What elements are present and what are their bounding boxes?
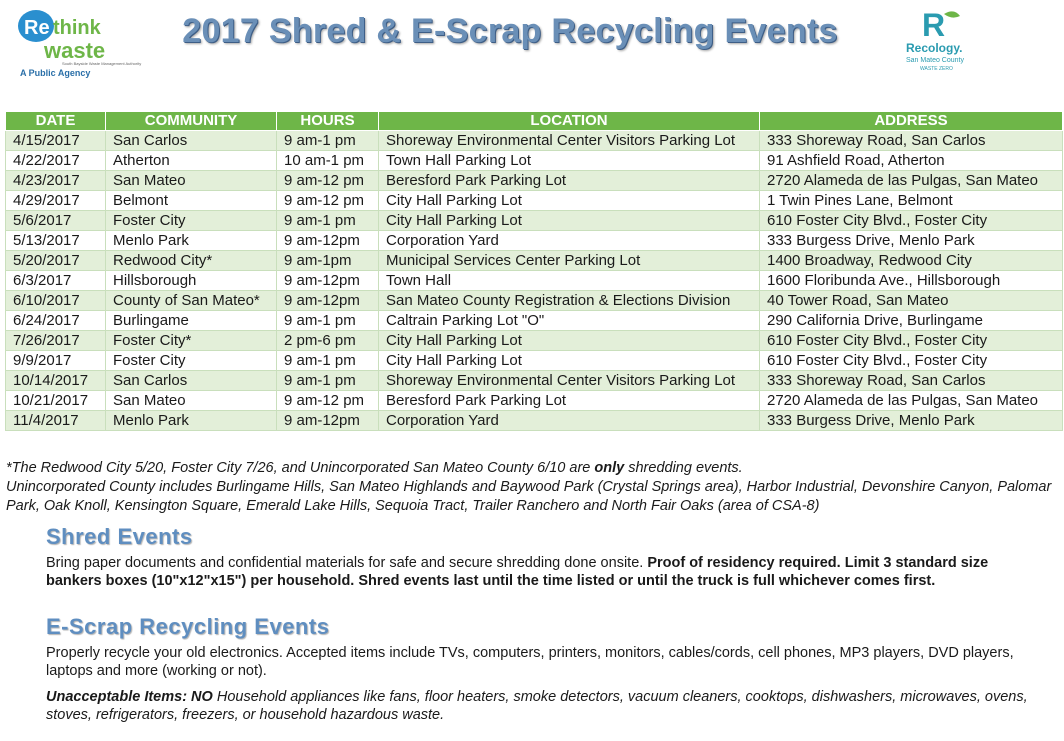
cell-date: 10/21/2017: [6, 391, 106, 411]
cell-community: Belmont: [106, 191, 277, 211]
cell-address: 610 Foster City Blvd., Foster City: [760, 211, 1063, 231]
cell-date: 4/22/2017: [6, 151, 106, 171]
cell-date: 11/4/2017: [6, 411, 106, 431]
events-table: [5, 111, 1063, 431]
recology-name: Recology.: [906, 41, 963, 55]
cell-address: 333 Shoreway Road, San Carlos: [760, 371, 1063, 391]
cell-date: 10/14/2017: [6, 371, 106, 391]
cell-address: 333 Shoreway Road, San Carlos: [760, 131, 1063, 151]
logo-waste-text: waste: [44, 38, 106, 63]
cell-hours: 9 am-12 pm: [277, 391, 379, 411]
cell-address: 290 California Drive, Burlingame: [760, 311, 1063, 331]
cell-address: 2720 Alameda de las Pulgas, San Mateo: [760, 391, 1063, 411]
cell-community: Redwood City*: [106, 251, 277, 271]
cell-address: 333 Burgess Drive, Menlo Park: [760, 231, 1063, 251]
cell-community: San Mateo: [106, 391, 277, 411]
cell-location: City Hall Parking Lot: [379, 211, 760, 231]
col-header-location: LOCATION: [379, 112, 760, 131]
note-shred-only: *The Redwood City 5/20, Foster City 7/26, and Unincorporated San Mateo County 6/10 are only shredding events.: [6, 460, 743, 476]
cell-date: 6/10/2017: [6, 291, 106, 311]
cell-location: City Hall Parking Lot: [379, 191, 760, 211]
cell-hours: 9 am-12pm: [277, 411, 379, 431]
table-row: [6, 371, 1063, 391]
cell-date: 4/23/2017: [6, 171, 106, 191]
cell-date: 7/26/2017: [6, 331, 106, 351]
cell-hours: 10 am-1 pm: [277, 151, 379, 171]
cell-location: Corporation Yard: [379, 231, 760, 251]
cell-community: San Carlos: [106, 131, 277, 151]
cell-community: San Mateo: [106, 171, 277, 191]
cell-community: Foster City: [106, 351, 277, 371]
cell-location: Shoreway Environmental Center Visitors Parking Lot: [379, 131, 760, 151]
table-row: [6, 211, 1063, 231]
notes: [6, 459, 1056, 516]
cell-community: Menlo Park: [106, 411, 277, 431]
cell-date: 4/15/2017: [6, 131, 106, 151]
col-header-date: DATE: [6, 112, 106, 131]
col-header-hours: HOURS: [277, 112, 379, 131]
cell-location: Caltrain Parking Lot "O": [379, 311, 760, 331]
cell-date: 5/6/2017: [6, 211, 106, 231]
table-row: [6, 231, 1063, 251]
cell-hours: 9 am-12pm: [277, 291, 379, 311]
cell-community: Atherton: [106, 151, 277, 171]
cell-hours: 9 am-1pm: [277, 251, 379, 271]
table-row: [6, 191, 1063, 211]
cell-address: 40 Tower Road, San Mateo: [760, 291, 1063, 311]
cell-date: 6/3/2017: [6, 271, 106, 291]
shred-events-body: Bring paper documents and confidential materials for safe and secure shredding done onsite. Proof of residency required. Limit 3 standard size bankers boxes (10"x12"x15") per household. Shred events last until the time listed or until the truck is full whichever comes first.: [46, 555, 989, 589]
cell-date: 5/20/2017: [6, 251, 106, 271]
cell-location: San Mateo County Registration & Elections Division: [379, 291, 760, 311]
cell-community: Foster City*: [106, 331, 277, 351]
cell-address: 333 Burgess Drive, Menlo Park: [760, 411, 1063, 431]
cell-location: Town Hall Parking Lot: [379, 151, 760, 171]
cell-address: 610 Foster City Blvd., Foster City: [760, 351, 1063, 371]
cell-address: 1600 Floribunda Ave., Hillsborough: [760, 271, 1063, 291]
recology-sub: San Mateo County: [906, 57, 964, 64]
unacceptable-items: Unacceptable Items: NO Household appliances like fans, floor heaters, smoke detectors, vacuum cleaners, cooktops, dishwashers, microwaves, ovens, stoves, refrigerators, freezers, or household hazardous waste.: [46, 689, 1028, 723]
cell-hours: 9 am-1 pm: [277, 371, 379, 391]
table-row: [6, 411, 1063, 431]
table-row: [6, 151, 1063, 171]
cell-hours: 9 am-12 pm: [277, 171, 379, 191]
logo-re-text: Re: [24, 17, 50, 39]
cell-hours: 9 am-1 pm: [277, 131, 379, 151]
note-unincorporated: Unincorporated County includes Burlingame Hills, San Mateo Highlands and Baywood Park (Crystal Springs area), Harbor Industrial, Devonshire Canyon, Palomar Park, Oak Knoll, Kensington Square, Emerald Lake Hills, Sequoia Tract, Trailer Ranchero and North Fair Oaks (area of CSA-8): [6, 479, 1052, 514]
col-header-address: ADDRESS: [760, 112, 1063, 131]
recology-sub2: WASTE ZERO: [920, 66, 953, 72]
cell-location: Beresford Park Parking Lot: [379, 171, 760, 191]
cell-community: County of San Mateo*: [106, 291, 277, 311]
cell-location: Shoreway Environmental Center Visitors Parking Lot: [379, 371, 760, 391]
cell-address: 91 Ashfield Road, Atherton: [760, 151, 1063, 171]
cell-community: Hillsborough: [106, 271, 277, 291]
cell-date: 6/24/2017: [6, 311, 106, 331]
escrap-body: Properly recycle your old electronics. Accepted items include TVs, computers, printers, monitors, cables/cords, cell phones, MP3 players, DVD players, laptops and more (working or not).: [46, 645, 1014, 679]
cell-hours: 9 am-1 pm: [277, 211, 379, 231]
cell-community: San Carlos: [106, 371, 277, 391]
table-row: [6, 331, 1063, 351]
recology-logo: [900, 4, 980, 76]
escrap-heading: E-Scrap Recycling Events: [46, 614, 330, 639]
cell-community: Burlingame: [106, 311, 277, 331]
cell-location: City Hall Parking Lot: [379, 331, 760, 351]
table-row: [6, 391, 1063, 411]
shred-events-heading: Shred Events: [46, 524, 193, 549]
cell-hours: 9 am-12 pm: [277, 191, 379, 211]
table-header-row: [6, 112, 1063, 131]
col-header-community: COMMUNITY: [106, 112, 277, 131]
cell-address: 1 Twin Pines Lane, Belmont: [760, 191, 1063, 211]
cell-location: Corporation Yard: [379, 411, 760, 431]
cell-hours: 9 am-12pm: [277, 271, 379, 291]
recology-mark-icon: R: [922, 7, 946, 43]
table-row: [6, 351, 1063, 371]
table-row: [6, 131, 1063, 151]
cell-location: Beresford Park Parking Lot: [379, 391, 760, 411]
cell-hours: 9 am-1 pm: [277, 351, 379, 371]
cell-hours: 9 am-1 pm: [277, 311, 379, 331]
logo-small-text: South Bayside Waste Management Authority: [62, 61, 142, 66]
table-row: [6, 311, 1063, 331]
table-row: [6, 271, 1063, 291]
table-row: [6, 291, 1063, 311]
cell-location: Municipal Services Center Parking Lot: [379, 251, 760, 271]
leaf-icon: [944, 11, 960, 17]
cell-location: City Hall Parking Lot: [379, 351, 760, 371]
cell-date: 5/13/2017: [6, 231, 106, 251]
cell-community: Foster City: [106, 211, 277, 231]
logo-tagline: A Public Agency: [20, 68, 91, 78]
cell-hours: 9 am-12pm: [277, 231, 379, 251]
cell-date: 9/9/2017: [6, 351, 106, 371]
cell-location: Town Hall: [379, 271, 760, 291]
cell-date: 4/29/2017: [6, 191, 106, 211]
cell-hours: 2 pm-6 pm: [277, 331, 379, 351]
logo-think-text: think: [53, 17, 101, 39]
table-row: [6, 171, 1063, 191]
cell-address: 610 Foster City Blvd., Foster City: [760, 331, 1063, 351]
page-title: 2017 Shred & E-Scrap Recycling Events: [182, 12, 838, 50]
table-row: [6, 251, 1063, 271]
cell-address: 1400 Broadway, Redwood City: [760, 251, 1063, 271]
cell-address: 2720 Alameda de las Pulgas, San Mateo: [760, 171, 1063, 191]
cell-community: Menlo Park: [106, 231, 277, 251]
